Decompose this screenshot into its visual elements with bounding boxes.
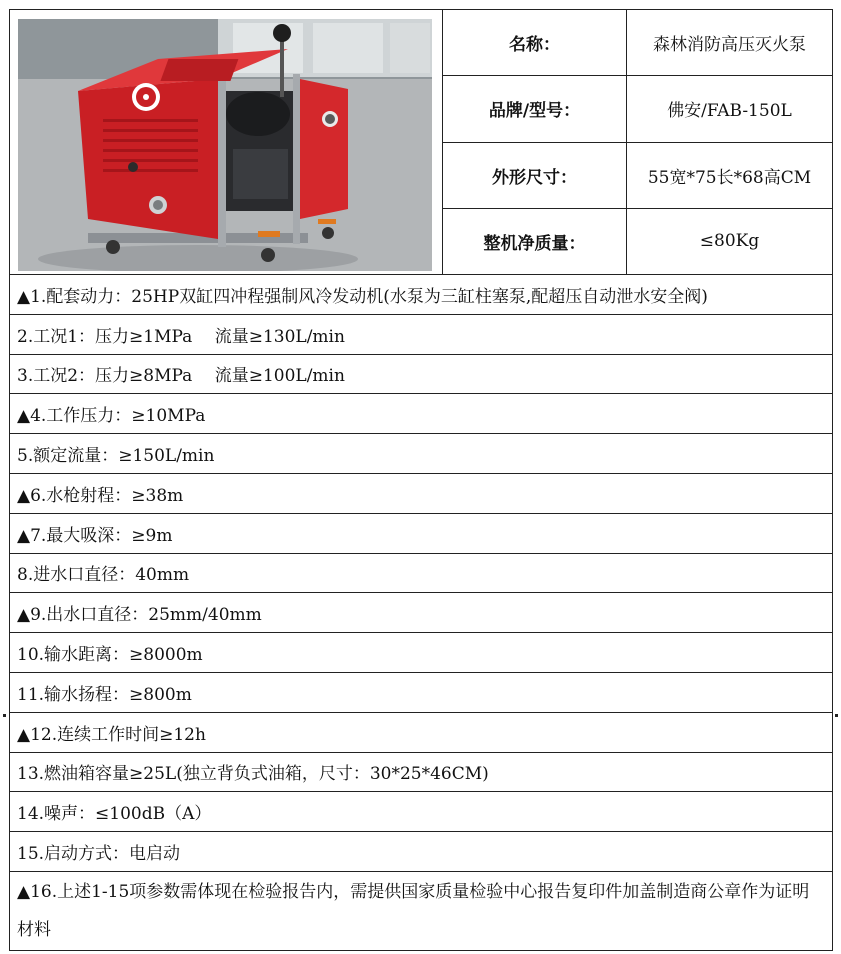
spec-row xyxy=(10,792,833,832)
spec-text: ▲4.工作压力：≥10MPa xyxy=(10,394,833,434)
spec-text: ▲16.上述1-15项参数需体现在检验报告内，需提供国家质量检验中心报告复印件加盖制造商公章作为证明材料 xyxy=(10,871,833,950)
spec-text: 5.额定流量：≥150L/min xyxy=(10,434,833,474)
spec-text: ▲6.水枪射程：≥38m xyxy=(10,473,833,513)
spec-row xyxy=(10,314,833,354)
info-row xyxy=(10,10,833,76)
spec-text: 15.启动方式：电启动 xyxy=(10,832,833,872)
info-value: 森林消防高压灭火泵 xyxy=(627,10,833,76)
spec-text: ▲1.配套动力：25HP双缸四冲程强制风冷发动机(水泵为三缸柱塞泵,配超压自动泄水安全阀) xyxy=(10,275,833,315)
info-value: 佛安/FAB-150L xyxy=(627,76,833,142)
spec-row xyxy=(10,871,833,950)
spec-text: 3.工况2：压力≥8MPa 流量≥100L/min xyxy=(10,354,833,394)
row-marker-right xyxy=(835,714,838,717)
spec-row xyxy=(10,593,833,633)
spec-text: ▲9.出水口直径：25mm/40mm xyxy=(10,593,833,633)
spec-text: 2.工况1：压力≥1MPa 流量≥130L/min xyxy=(10,314,833,354)
spec-row xyxy=(10,752,833,792)
spec-row xyxy=(10,672,833,712)
spec-row xyxy=(10,832,833,872)
spec-row xyxy=(10,513,833,553)
info-value: ≤80Kg xyxy=(627,208,833,274)
spec-sheet xyxy=(9,9,833,951)
spec-row xyxy=(10,394,833,434)
row-marker-left xyxy=(3,714,6,717)
spec-row xyxy=(10,354,833,394)
spec-row xyxy=(10,633,833,673)
photo-cell xyxy=(10,10,443,275)
spec-text: 11.输水扬程：≥800m xyxy=(10,672,833,712)
info-label: 外形尺寸： xyxy=(443,142,627,208)
spec-row xyxy=(10,553,833,593)
spec-text: 14.噪声：≤100dB（A） xyxy=(10,792,833,832)
spec-text: ▲7.最大吸深：≥9m xyxy=(10,513,833,553)
spec-row xyxy=(10,712,833,752)
info-label: 名称： xyxy=(443,10,627,76)
fire-pump-photo xyxy=(18,19,432,271)
spec-text: ▲12.连续工作时间≥12h xyxy=(10,712,833,752)
spec-row xyxy=(10,434,833,474)
spec-row xyxy=(10,275,833,315)
info-label: 整机净质量： xyxy=(443,208,627,274)
spec-table xyxy=(9,9,833,951)
spec-row xyxy=(10,473,833,513)
info-value: 55宽*75长*68高CM xyxy=(627,142,833,208)
fire-pump-image xyxy=(18,19,432,271)
spec-text: 13.燃油箱容量≥25L(独立背负式油箱，尺寸：30*25*46CM) xyxy=(10,752,833,792)
info-label: 品牌/型号： xyxy=(443,76,627,142)
spec-text: 10.输水距离：≥8000m xyxy=(10,633,833,673)
spec-text: 8.进水口直径：40mm xyxy=(10,553,833,593)
